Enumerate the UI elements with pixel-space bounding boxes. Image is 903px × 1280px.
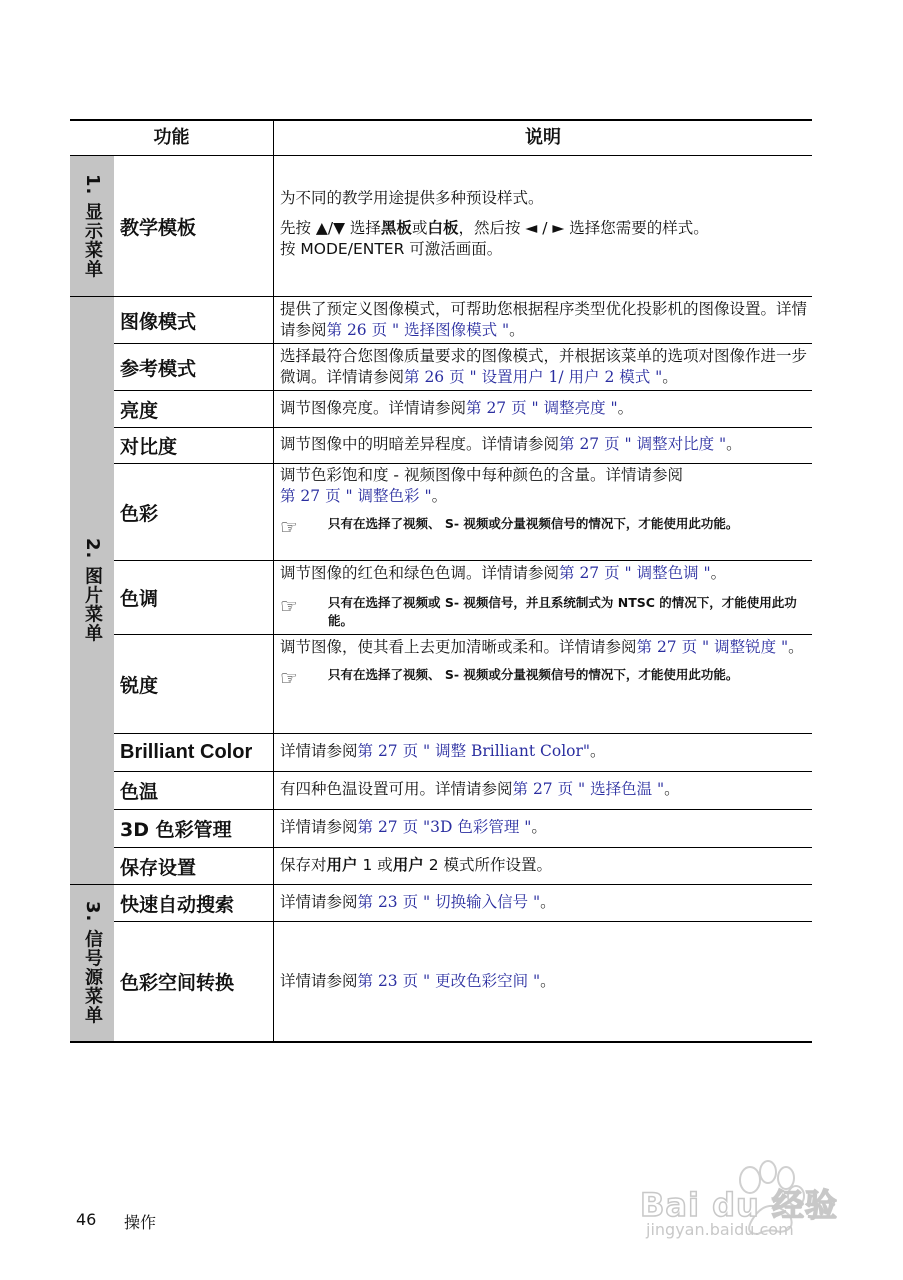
page-link[interactable]: 第 27 页 " 调整对比度 " — [559, 435, 727, 453]
page-link[interactable]: 第 27 页 " 选择色温 " — [512, 780, 665, 798]
section-label: 2. 图片菜单 — [82, 538, 103, 643]
description-cell: 详情请参阅第 23 页 " 更改色彩空间 "。 — [280, 972, 556, 990]
feature-label: 图像模式 — [120, 310, 197, 333]
footer-section: 操作 — [124, 1213, 157, 1232]
description-cell — [280, 188, 810, 260]
page-number: 46 — [76, 1210, 97, 1229]
description-cell: 详情请参阅第 23 页 " 切换输入信号 "。 — [280, 893, 556, 911]
feature-label: Brilliant Color — [120, 741, 253, 763]
column-header-description: 说明 — [525, 127, 561, 148]
watermark-url: jingyan.baidu.com — [646, 1220, 794, 1239]
feature-label: 保存设置 — [120, 857, 197, 879]
section-source-menu — [70, 885, 114, 1041]
feature-label: 色彩空间转换 — [120, 972, 235, 994]
description-text: 为不同的教学用途提供多种预设样式。 — [280, 189, 544, 207]
page-link[interactable]: 第 27 页 "3D 色彩管理 " — [357, 818, 532, 836]
description-cell: 调节图像中的明暗差异程度。详情请参阅第 27 页 " 调整对比度 "。 — [280, 435, 742, 453]
section-label: 3. 信号源菜单 — [82, 901, 103, 1025]
page-link[interactable]: 第 27 页 " 调整 Brilliant Color" — [357, 742, 591, 760]
feature-label: 色温 — [120, 781, 159, 803]
note: ☞ 只有在选择了视频、 S- 视频或分量视频信号的情况下，才能使用此功能。 — [280, 515, 739, 539]
feature-label: 锐度 — [120, 674, 159, 697]
description-cell: 调节图像亮度。详情请参阅第 27 页 " 调整亮度 "。 — [280, 399, 634, 417]
description-cell: 详情请参阅第 27 页 " 调整 Brilliant Color"。 — [280, 742, 606, 760]
feature-label: 参考模式 — [120, 357, 197, 380]
description-cell: 选择最符合您图像质量要求的图像模式，并根据该菜单的选项对图像作进一步微调。详情请参阅第 26 页 " 设置用户 1/ 用户 2 模式 "。 — [280, 347, 808, 386]
description-cell: 有四种色温设置可用。详情请参阅第 27 页 " 选择色温 "。 — [280, 780, 680, 798]
watermark — [640, 1150, 860, 1250]
page-link[interactable]: 第 27 页 " 调整色彩 " — [280, 487, 432, 505]
watermark-brand: Bai du 经验 — [640, 1186, 838, 1224]
column-header-feature: 功能 — [153, 127, 190, 148]
description-cell: 详情请参阅第 27 页 "3D 色彩管理 "。 — [280, 818, 547, 836]
description-cell: 提供了预定义图像模式，可帮助您根据程序类型优化投影机的图像设置。详情请参阅第 26 页 " 选择图像模式 "。 — [280, 300, 808, 339]
section-display-menu — [70, 156, 114, 296]
feature-label: 教学模板 — [120, 216, 197, 239]
page-link[interactable]: 第 27 页 " 调整锐度 " — [636, 638, 789, 656]
description-cell: 调节图像的红色和绿色色调。详情请参阅第 27 页 " 调整色调 "。 ☞ 只有在选择了视频或 S- 视频信号，并且系统制式为 NTSC 的情况下，才能使用此功能。 — [280, 563, 810, 630]
description-text: 先按 ▲/▼ 选择黑板或白板，然后按 ◄ / ► 选择您需要的样式。 — [280, 219, 709, 237]
feature-label: 对比度 — [120, 436, 178, 458]
page-link[interactable]: 第 23 页 " 切换输入信号 " — [357, 893, 541, 911]
feature-label: 快速自动搜索 — [120, 893, 235, 916]
section-label: 1. 显示菜单 — [82, 173, 103, 279]
feature-label: 色彩 — [120, 502, 159, 525]
pointing-hand-icon: ☞ — [280, 515, 298, 539]
section-picture-menu — [70, 297, 114, 884]
description-cell: 保存对用户 1 或用户 2 模式所作设置。 — [280, 856, 552, 874]
feature-label: 色调 — [120, 588, 159, 610]
pointing-hand-icon: ☞ — [280, 594, 298, 618]
page-link[interactable]: 第 26 页 " 选择图像模式 " — [326, 321, 510, 339]
page-link[interactable]: 第 26 页 " 设置用户 1/ 用户 2 模式 " — [404, 368, 663, 386]
description-cell: 调节图像，使其看上去更加清晰或柔和。详情请参阅第 27 页 " 调整锐度 "。 ☞ 只有在选择了视频、 S- 视频或分量视频信号的情况下，才能使用此功能。 — [280, 637, 810, 688]
page-link[interactable]: 第 27 页 " 调整色调 " — [559, 564, 711, 582]
note: ☞ 只有在选择了视频、 S- 视频或分量视频信号的情况下，才能使用此功能。 — [280, 666, 739, 690]
description-text: 按 MODE/ENTER 可激活画面。 — [280, 240, 503, 258]
description-cell: 调节色彩饱和度 - 视频图像中每种颜色的含量。详情请参阅 第 27 页 " 调整色彩 "。 ☞ 只有在选择了视频、 S- 视频或分量视频信号的情况下，才能使用此功能。 — [280, 465, 810, 537]
page-link[interactable]: 第 27 页 " 调整亮度 " — [466, 399, 618, 417]
note: ☞ 只有在选择了视频或 S- 视频信号，并且系统制式为 NTSC 的情况下，才能使用此功能。 — [280, 594, 797, 628]
page-link[interactable]: 第 23 页 " 更改色彩空间 " — [357, 972, 541, 990]
feature-label: 3D 色彩管理 — [120, 819, 232, 841]
pointing-hand-icon: ☞ — [280, 666, 298, 690]
feature-label: 亮度 — [120, 399, 159, 422]
